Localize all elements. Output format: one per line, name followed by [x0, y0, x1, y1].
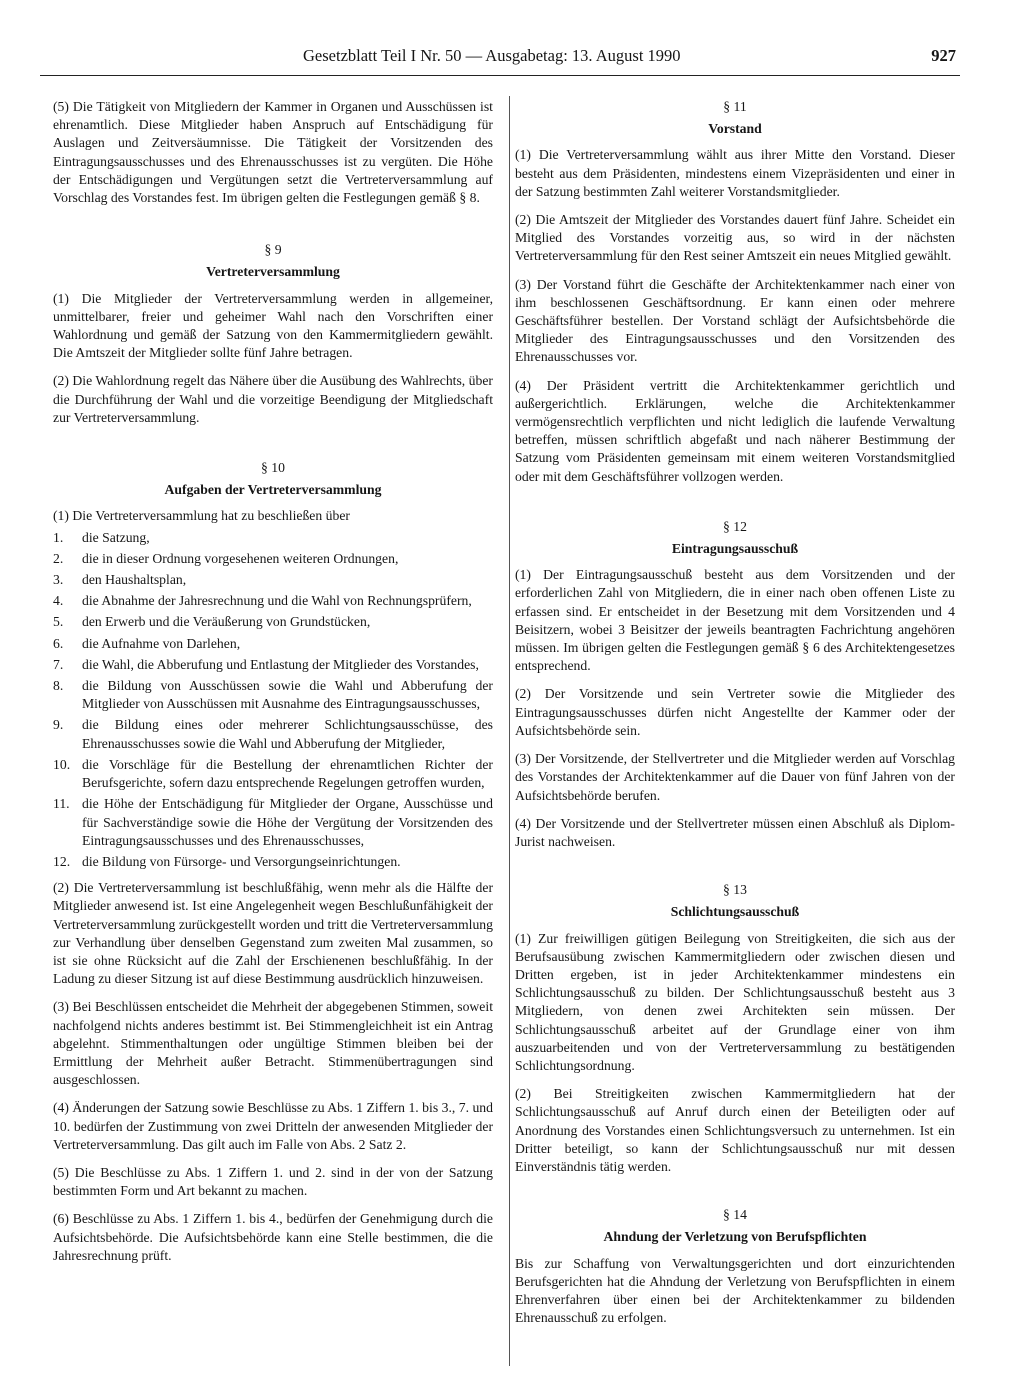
paragraph-s9-2: (2) Die Wahlordnung regelt das Nähere über die Ausübung des Wahlrechts, über die Durchführung der Wahl und die vorzeitige Beendigung der Mitgliedschaft zur Vertreterversammlung.	[53, 373, 493, 425]
paragraph-s10-intro: (1) Die Vertreterversammlung hat zu beschließen über	[53, 508, 350, 524]
list-item-text: den Haushaltsplan,	[82, 572, 187, 588]
paragraph-s9-1: (1) Die Mitglieder der Vertreterversammlung werden in allgemeiner, unmittelbarer, freier und geheimer Wahl nach den Vorschriften einer Wahlordnung und gemäß der Satzung von den Kammermitgliedern gewählt. Die Amtszeit der Mitglieder sollte fünf Jahre betragen.	[53, 290, 493, 361]
section-9-title: Vertreterversammlung	[206, 264, 340, 280]
paragraph-s13-1: (1) Zur freiwilligen gütigen Beilegung von Streitigkeiten, die sich aus der Berufsausübung zwischen Kammermitgliedern oder zwischen diesen und Dritten ergeben, ist in jeder Architektenkammer mindestens ein Schlichtungsausschuß zu bilden. Der Schlichtungsausschuß besteht aus 3 Mitgliedern, von denen zwei Architekten sein müssen. Der Schlichtungsausschuß arbeitet auf der Grundlage einer von ihm auszuarbeitenden und von der Vertreterversammlung zu bestätigenden Schlichtungsordnung.	[515, 930, 955, 1073]
list-item-number: 7.	[53, 656, 64, 672]
section-13-title: Schlichtungsausschuß	[670, 904, 800, 920]
section-14-number: § 14	[723, 1207, 747, 1223]
list-item	[53, 529, 493, 547]
list-item-text: den Erwerb und die Veräußerung von Grundstücken,	[82, 614, 371, 630]
list-item-number: 10.	[53, 756, 71, 772]
header-rule	[40, 75, 960, 76]
paragraph-s8-5: (5) Die Tätigkeit von Mitgliedern der Kammer in Organen und Ausschüssen ist ehrenamtlich. Diese Mitglieder haben Anspruch auf Entschädigung für Auslagen und Zeitversäumnisse. Die Tätigkeit der Vorsitzenden des Eintragungsausschusses und des Ehrenausschusses ist zu vergüten. Die Höhe der Entschädigungen und Vergütungen setzt die Vertreterversammlung auf Vorschlag des Vorstandes fest. Im übrigen gelten die Festlegungen gemäß § 8.	[53, 99, 493, 206]
list-item-number: 4.	[53, 593, 64, 609]
list-item	[53, 550, 493, 568]
paragraph-s12-1: (1) Der Eintragungsausschuß besteht aus dem Vorsitzenden und der erforderlichen Zahl von Mitgliedern, die in einer nach oben offenen Liste zu erfassen sind. Er entscheidet in der Besetzung mit dem Vorsitzenden und 4 Beisitzern, wobei 3 Beisitzer der jeweils beantragten Fachrichtung angehören müssen. Im übrigen gelten die Festlegungen gemäß § 6 des Architektengesetzes entsprechend.	[515, 567, 955, 674]
list-item	[53, 571, 493, 589]
page-number: 927	[931, 46, 956, 65]
section-10-list	[53, 529, 493, 871]
list-item-number: 8.	[53, 678, 64, 694]
list-item-text: die in dieser Ordnung vorgesehenen weiteren Ordnungen,	[82, 550, 399, 566]
list-item-text: die Bildung eines oder mehrerer Schlichtungsausschüsse, des Ehrenausschusses sowie die Wahl und Abberufung der Mitglieder,	[82, 717, 493, 751]
paragraph-s11-2: (2) Die Amtszeit der Mitglieder des Vorstandes dauert fünf Jahre. Scheidet ein Mitglied des Vorstandes vorzeitig aus, so wird in der nächsten Vertreterversammlung für den Rest seiner Amtszeit ein neues Mitglied gewählt.	[515, 212, 955, 264]
list-item-number: 11.	[53, 796, 70, 812]
list-item	[53, 677, 493, 713]
list-item	[53, 613, 493, 631]
list-item-text: die Bildung von Fürsorge- und Versorgungseinrichtungen.	[82, 853, 401, 869]
page-header	[40, 46, 960, 74]
section-11-title: Vorstand	[708, 121, 762, 137]
paragraph-s11-3: (3) Der Vorstand führt die Geschäfte der Architektenkammer nach einer von ihm beschlossenen Geschäftsordnung. Er kann einen oder mehrere Geschäftsführer bestellen. Der Vorstand schlägt der Aufsichtsbehörde die Mitglieder des Eintragungsausschusses und den Vorsitzenden des Ehrenausschusses vor.	[515, 276, 955, 365]
list-item-text: die Höhe der Entschädigung für Mitglieder der Organe, Ausschüsse und für Sachverständige sowie die Höhe der Vergütung der Vorsitzenden des Eintragungsausschusses und des Ehrenausschusses,	[82, 796, 493, 848]
list-item-number: 6.	[53, 635, 64, 651]
paragraph-s14-1: Bis zur Schaffung von Verwaltungsgerichten und dort einzurichtenden Berufsgerichten hat die Ahndung der Verletzung von Berufspflichten in einem Ehrenverfahren über einen bei der Architektenkammer zu bildenden Ehrenausschuß zu erfolgen.	[515, 1255, 955, 1326]
list-item	[53, 716, 493, 752]
list-item-text: die Satzung,	[82, 529, 150, 545]
paragraph-s11-1: (1) Die Vertreterversammlung wählt aus ihrer Mitte den Vorstand. Dieser besteht aus dem Präsidenten, mindestens einem Vizepräsidenten und einer in der Satzung bestimmten Zahl weiterer Vorstandsmitglieder.	[515, 147, 955, 199]
list-item	[53, 795, 493, 850]
list-item-number: 2.	[53, 550, 64, 566]
list-item-number: 1.	[53, 529, 64, 545]
header-title: Gesetzblatt Teil I Nr. 50 — Ausgabetag: 13. August 1990	[303, 46, 681, 65]
left-column	[53, 98, 493, 1275]
list-item-number: 3.	[53, 572, 64, 588]
section-9-number: § 9	[264, 242, 282, 258]
section-12-number: § 12	[723, 518, 747, 534]
list-item-number: 9.	[53, 717, 64, 733]
list-item-text: die Bildung von Ausschüssen sowie die Wahl und Abberufung der Mitglieder von Ausschüssen mit Ausnahme des Eintragungsausschusses,	[82, 678, 493, 712]
list-item-text: die Vorschläge für die Bestellung der ehrenamtlichen Richter der Berufsgerichte, sofern dazu entsprechende Regelungen getroffen wurden,	[82, 756, 493, 791]
paragraph-s10-4: (4) Änderungen der Satzung sowie Beschlüsse zu Abs. 1 Ziffern 1. bis 3., 7. und 10. bedürfen der Zustimmung von zwei Dritteln der anwesenden Mitglieder der Vertreterversammlung. Das gilt auch im Falle von Abs. 2 Satz 2.	[53, 1100, 493, 1152]
list-item-text: die Abnahme der Jahresrechnung und die Wahl von Rechnungsprüfern,	[82, 593, 472, 609]
section-10-title: Aufgaben der Vertreterversammlung	[164, 482, 382, 498]
list-item	[53, 756, 493, 792]
paragraph-s10-3: (3) Bei Beschlüssen entscheidet die Mehrheit der abgegebenen Stimmen, soweit nachfolgend nichts anderes bestimmt ist. Bei Stimmengleichheit ist ein Antrag abgelehnt. Stimmenthaltungen oder ungültige Stimmen bleiben bei der Ermittlung der Mehrheit außer Betracht. Stimmenübertragungen sind ausgeschlossen.	[53, 999, 493, 1088]
section-13-number: § 13	[723, 882, 747, 898]
paragraph-s13-2: (2) Bei Streitigkeiten zwischen Kammermitgliedern hat der Schlichtungsausschuß auf Anruf durch einen der Beteiligten oder auf Anordnung des Vorstandes einen Schlichtungsversuch zu unternehmen. Ist ein Dritter beteiligt, so kann der Schlichtungsausschuß nur mit dessen Einverständnis tätig werden.	[515, 1086, 955, 1174]
list-item	[53, 853, 493, 871]
list-item	[53, 635, 493, 653]
paragraph-s10-2: (2) Die Vertreterversammlung ist beschlußfähig, wenn mehr als die Hälfte der Mitglieder anwesend ist. Ist eine Angelegenheit wegen Beschlußunfähigkeit der Vertreterversammlung zurückgestellt worden und tritt die Vertreterversammlung zur Verhandlung über denselben Gegenstand zum zweiten Mal zusammen, so ist sie ohne Rücksicht auf die Zahl der Erschienenen beschlußfähig. In der Ladung zu dieser Sitzung ist auf diese Bestimmung ausdrücklich hinzuweisen.	[53, 880, 493, 987]
paragraph-s12-2: (2) Der Vorsitzende und sein Vertreter sowie die Mitglieder des Eintragungsausschusses dürfen nicht Angestellte der Kammer oder der Aufsichtsbehörde sein.	[515, 686, 955, 738]
right-column	[515, 98, 955, 1337]
section-12-title: Eintragungsausschuß	[671, 541, 799, 557]
section-10-number: § 10	[261, 460, 285, 476]
paragraph-s10-5: (5) Die Beschlüsse zu Abs. 1 Ziffern 1. und 2. sind in der von der Satzung bestimmten Form und Art bekannt zu machen.	[53, 1164, 493, 1199]
list-item-text: die Wahl, die Abberufung und Entlastung der Mitglieder des Vorstandes,	[82, 656, 479, 672]
paragraph-s11-4: (4) Der Präsident vertritt die Architektenkammer gerichtlich und außergerichtlich. Erklärungen, welche die Architektenkammer vermögensrechtlich verpflichten und nicht lediglich die laufende Verwaltung betreffen, müssen schriftlich abgefaßt und nach näherer Bestimmung der Satzung vom Präsidenten gemeinsam mit einem weiteren Vorstandsmitglied oder mit dem Geschäftsführer vollzogen werden.	[515, 377, 955, 484]
column-divider	[509, 96, 510, 1366]
list-item-text: die Aufnahme von Darlehen,	[82, 635, 241, 651]
paragraph-s12-4: (4) Der Vorsitzende und der Stellvertreter müssen einen Abschluß als Diplom-Jurist nachweisen.	[515, 815, 955, 849]
list-item	[53, 656, 493, 674]
list-item-number: 5.	[53, 614, 64, 630]
section-14-title: Ahndung der Verletzung von Berufspflichten	[603, 1229, 867, 1245]
paragraph-s12-3: (3) Der Vorsitzende, der Stellvertreter und die Mitglieder werden auf Vorschlag des Vorstandes der Architektenkammer auf die Dauer von fünf Jahren von der Aufsichtsbehörde berufen.	[515, 751, 955, 803]
list-item-number: 12.	[53, 853, 71, 869]
section-11-number: § 11	[723, 99, 747, 114]
paragraph-s10-6: (6) Beschlüsse zu Abs. 1 Ziffern 1. bis 4., bedürfen der Genehmigung durch die Aufsichtsbehörde. Die Aufsichtsbehörde kann eine Stelle bestimmen, die die Jahresrechnung prüft.	[53, 1211, 493, 1263]
list-item	[53, 592, 493, 610]
